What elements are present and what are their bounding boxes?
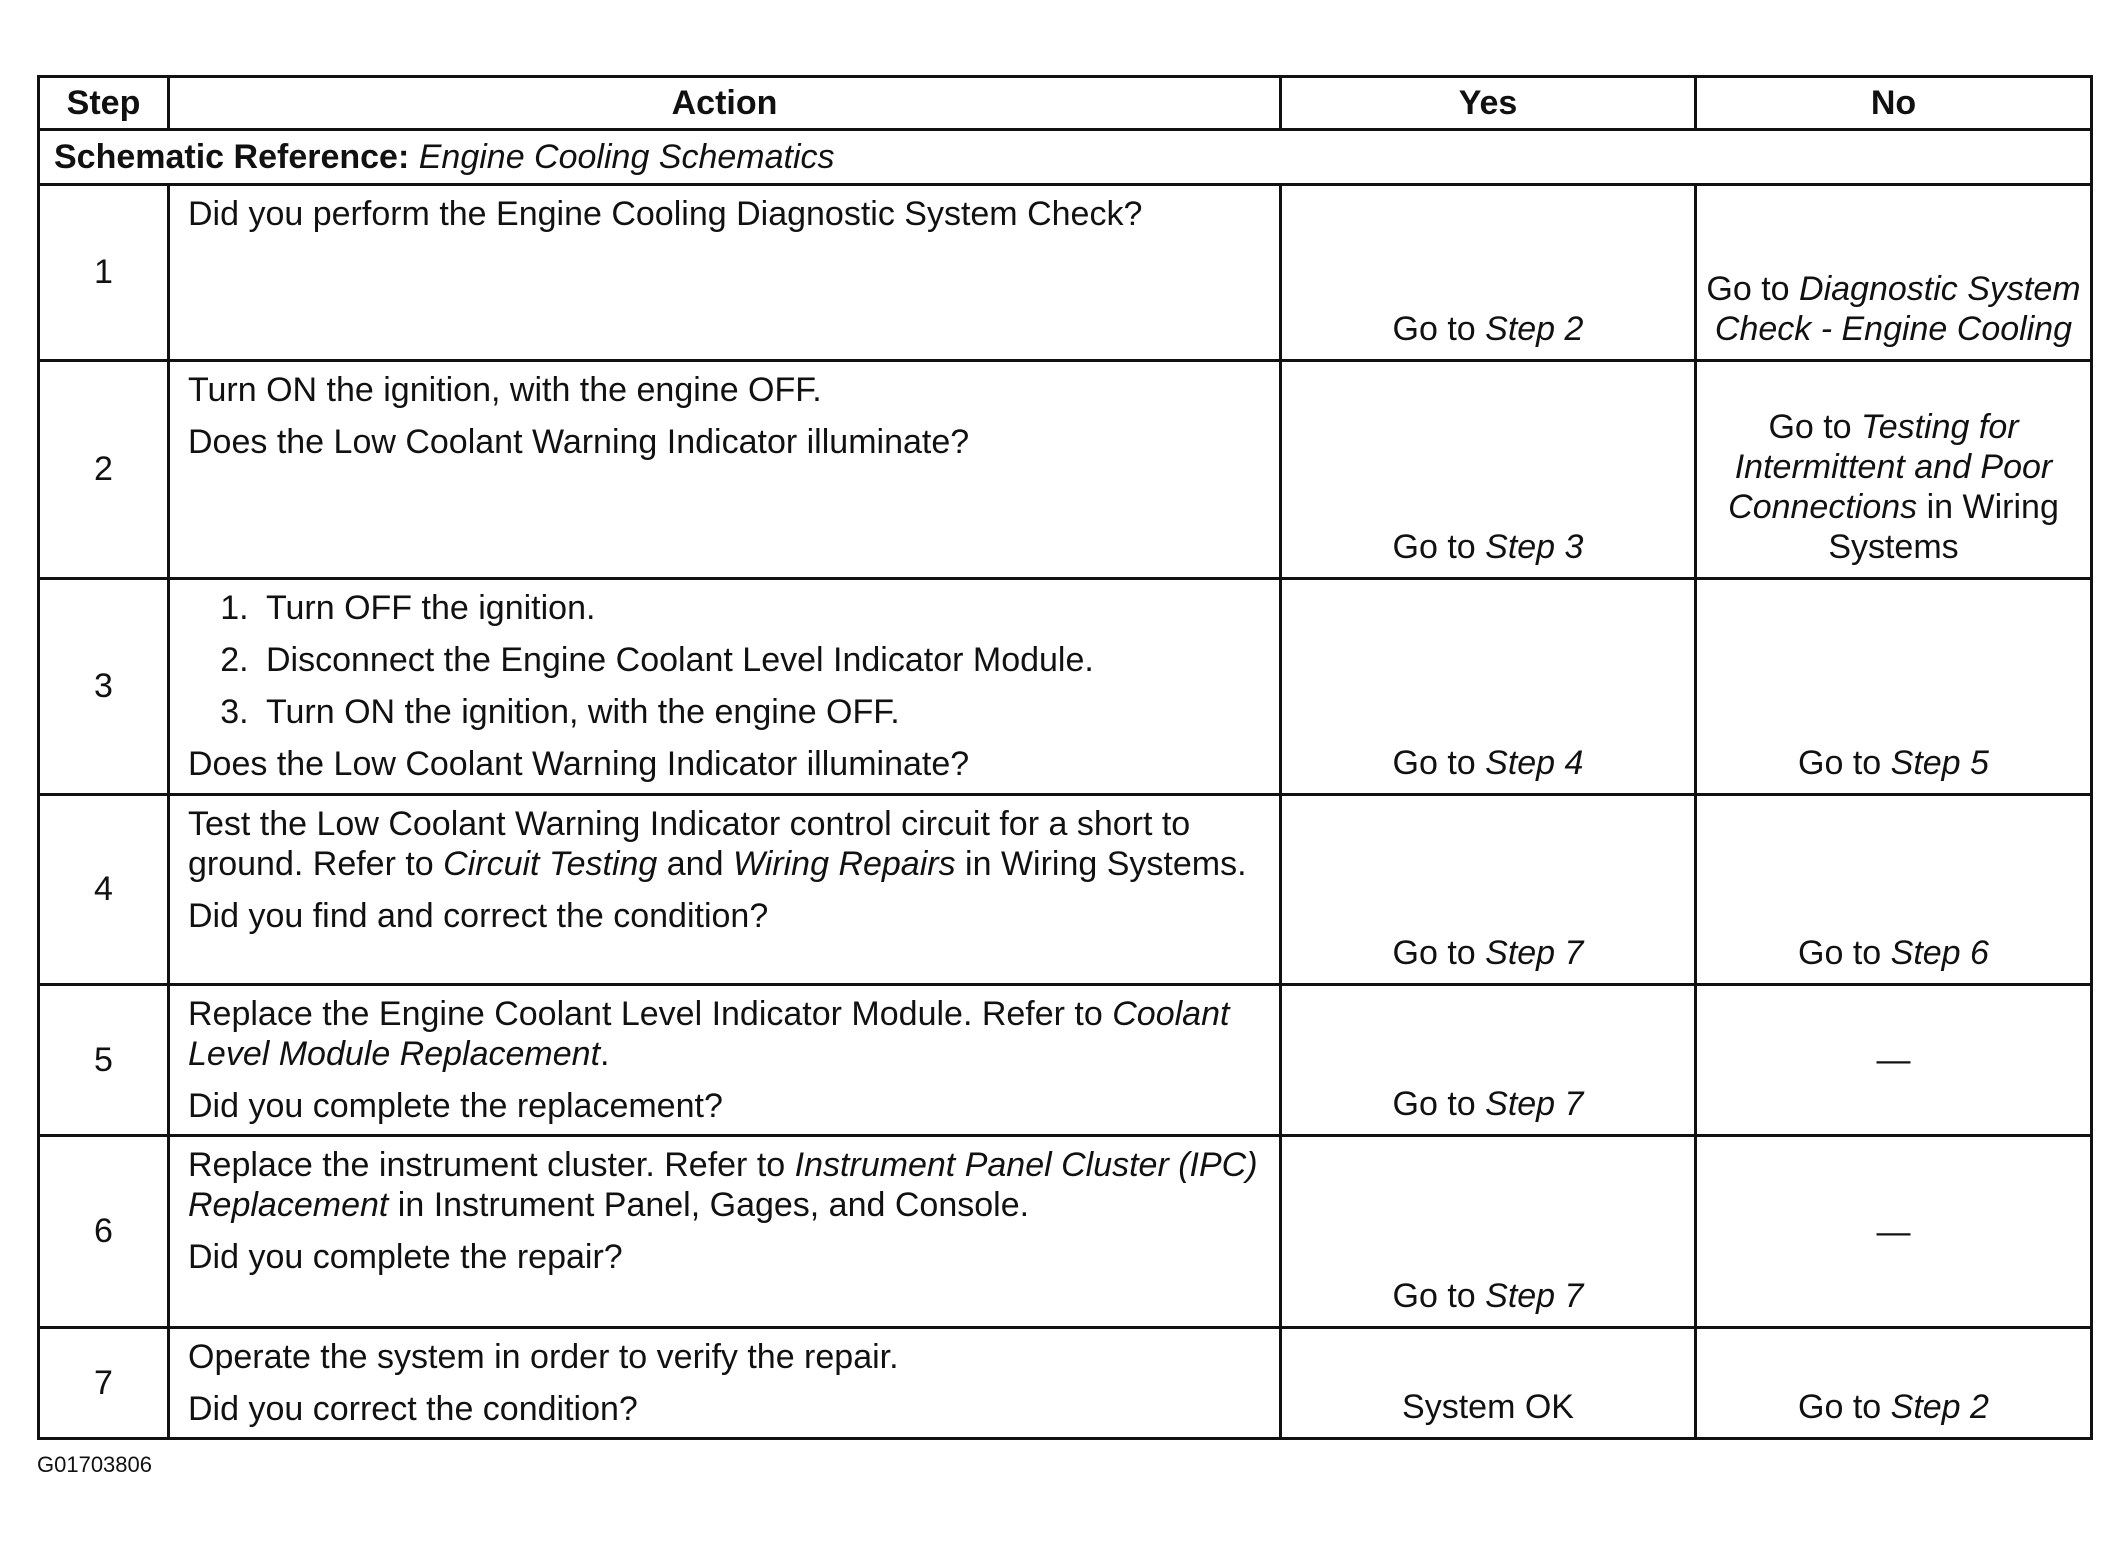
text-segment: Replace the instrument cluster. Refer to xyxy=(188,1146,795,1184)
step-number: 6 xyxy=(39,1136,169,1328)
action-cell xyxy=(169,1136,1281,1328)
step-number: 1 xyxy=(39,185,169,361)
reference-link[interactable]: Wiring Repairs xyxy=(732,845,956,883)
action-paragraph xyxy=(188,994,1265,1074)
text-segment: Go to xyxy=(1392,1085,1486,1123)
header-action: Action xyxy=(169,77,1281,130)
step-number: 3 xyxy=(39,579,169,795)
text-segment: and xyxy=(657,845,733,883)
yes-result xyxy=(1281,361,1696,579)
schematic-reference-cell xyxy=(39,130,2092,185)
action-paragraph xyxy=(188,1086,1265,1126)
header-step: Step xyxy=(39,77,169,130)
schematic-reference-link[interactable]: Engine Cooling Schematics xyxy=(418,137,835,176)
step-number: 2 xyxy=(39,361,169,579)
text-segment: Does the Low Coolant Warning Indicator illuminate? xyxy=(188,423,970,461)
text-segment: — xyxy=(1876,1041,1911,1079)
action-paragraph xyxy=(188,1145,1265,1225)
reference-link[interactable]: Diagnostic System Check - Engine Cooling xyxy=(1714,270,2081,348)
reference-link[interactable]: Step 7 xyxy=(1485,1277,1584,1315)
header-no: No xyxy=(1696,77,2092,130)
step-number: 4 xyxy=(39,795,169,985)
text-segment: Go to xyxy=(1392,934,1486,972)
text-segment: Does the Low Coolant Warning Indicator illuminate? xyxy=(188,745,970,783)
reference-link[interactable]: Step 7 xyxy=(1485,934,1584,972)
yes-result xyxy=(1281,985,1696,1136)
header-row xyxy=(39,77,2092,130)
no-result xyxy=(1696,579,2092,795)
text-segment: Go to xyxy=(1798,744,1891,782)
yes-result xyxy=(1281,185,1696,361)
text-segment: Operate the system in order to verify the repair. xyxy=(188,1338,899,1376)
no-result xyxy=(1696,985,2092,1136)
text-segment: Turn ON the ignition, with the engine OFF. xyxy=(188,371,822,409)
no-result xyxy=(1696,1328,2092,1439)
text-segment: Did you correct the condition? xyxy=(188,1390,638,1428)
text-segment: Go to xyxy=(1392,1277,1486,1315)
reference-link[interactable]: Coolant Level Module Replacement xyxy=(188,995,1230,1073)
reference-link[interactable]: Step 2 xyxy=(1485,310,1584,348)
no-result xyxy=(1696,795,2092,985)
yes-result xyxy=(1281,1136,1696,1328)
text-segment: Did you complete the repair? xyxy=(188,1238,623,1276)
text-segment: Go to xyxy=(1768,408,1862,446)
text-segment: Go to xyxy=(1798,934,1891,972)
no-result xyxy=(1696,361,2092,579)
action-step-item: 3. Turn ON the ignition, with the engine OFF. xyxy=(258,692,1265,732)
action-cell xyxy=(169,1328,1281,1439)
action-paragraph xyxy=(188,896,1265,936)
text-segment: in Wiring Systems xyxy=(1828,488,2059,566)
no-result xyxy=(1696,185,2092,361)
text-segment: System OK xyxy=(1402,1388,1574,1426)
action-steps-list xyxy=(188,588,1265,732)
yes-result xyxy=(1281,795,1696,985)
text-segment: Go to xyxy=(1392,744,1486,782)
reference-link[interactable]: Step 6 xyxy=(1890,934,1989,972)
yes-result xyxy=(1281,579,1696,795)
action-cell xyxy=(169,361,1281,579)
text-segment: Did you complete the replacement? xyxy=(188,1087,723,1125)
action-paragraph xyxy=(188,1389,1265,1429)
reference-link[interactable]: Step 7 xyxy=(1485,1085,1584,1123)
reference-link[interactable]: Instrument Panel Cluster (IPC) Replacement xyxy=(188,1146,1258,1224)
step-row xyxy=(39,579,2092,795)
action-paragraph xyxy=(188,804,1265,884)
action-paragraph xyxy=(188,744,1265,784)
schematic-reference-label: Schematic Reference: xyxy=(54,137,410,176)
text-segment: Go to xyxy=(1392,528,1486,566)
step-number: 5 xyxy=(39,985,169,1136)
step-row xyxy=(39,1328,2092,1439)
text-segment: Test the Low Coolant Warning Indicator control circuit for a short to ground. Refer to xyxy=(188,805,1191,883)
figure-id: G01703806 xyxy=(37,1452,152,1477)
step-number: 7 xyxy=(39,1328,169,1439)
text-segment: Did you find and correct the condition? xyxy=(188,897,769,935)
diagnostic-table xyxy=(37,75,2093,1440)
text-segment: — xyxy=(1876,1212,1911,1251)
step-row xyxy=(39,1136,2092,1328)
action-cell xyxy=(169,985,1281,1136)
action-step-item: 1. Turn OFF the ignition. xyxy=(258,588,1265,628)
step-row xyxy=(39,795,2092,985)
action-cell xyxy=(169,185,1281,361)
action-step-item: 2. Disconnect the Engine Coolant Level Indicator Module. xyxy=(258,640,1265,680)
action-cell xyxy=(169,579,1281,795)
action-paragraph xyxy=(188,1337,1265,1377)
text-segment: in Wiring Systems. xyxy=(955,845,1247,883)
header-yes: Yes xyxy=(1281,77,1696,130)
text-segment: . xyxy=(600,1035,610,1073)
step-row xyxy=(39,985,2092,1136)
reference-link[interactable]: Step 2 xyxy=(1890,1388,1989,1426)
text-segment: Did you perform the Engine Cooling Diagnostic System Check? xyxy=(188,195,1143,233)
reference-link[interactable]: Testing for Intermittent and Poor Connections xyxy=(1728,408,2053,526)
action-cell xyxy=(169,795,1281,985)
action-paragraph xyxy=(188,370,1265,410)
step-row xyxy=(39,185,2092,361)
reference-link[interactable]: Step 4 xyxy=(1485,744,1584,782)
action-paragraph xyxy=(188,422,1265,462)
yes-result xyxy=(1281,1328,1696,1439)
action-paragraph xyxy=(188,1237,1265,1277)
no-result xyxy=(1696,1136,2092,1328)
text-segment: in Instrument Panel, Gages, and Console. xyxy=(388,1186,1030,1224)
reference-link[interactable]: Circuit Testing xyxy=(443,845,658,883)
reference-link[interactable]: Step 5 xyxy=(1890,744,1989,782)
step-row xyxy=(39,361,2092,579)
text-segment: Go to xyxy=(1392,310,1486,348)
schematic-reference-row xyxy=(39,130,2092,185)
text-segment: Replace the Engine Coolant Level Indicator Module. Refer to xyxy=(188,995,1113,1033)
action-paragraph xyxy=(188,194,1265,234)
text-segment: Go to xyxy=(1798,1388,1891,1426)
text-segment: Go to xyxy=(1706,270,1800,308)
reference-link[interactable]: Step 3 xyxy=(1485,528,1584,566)
